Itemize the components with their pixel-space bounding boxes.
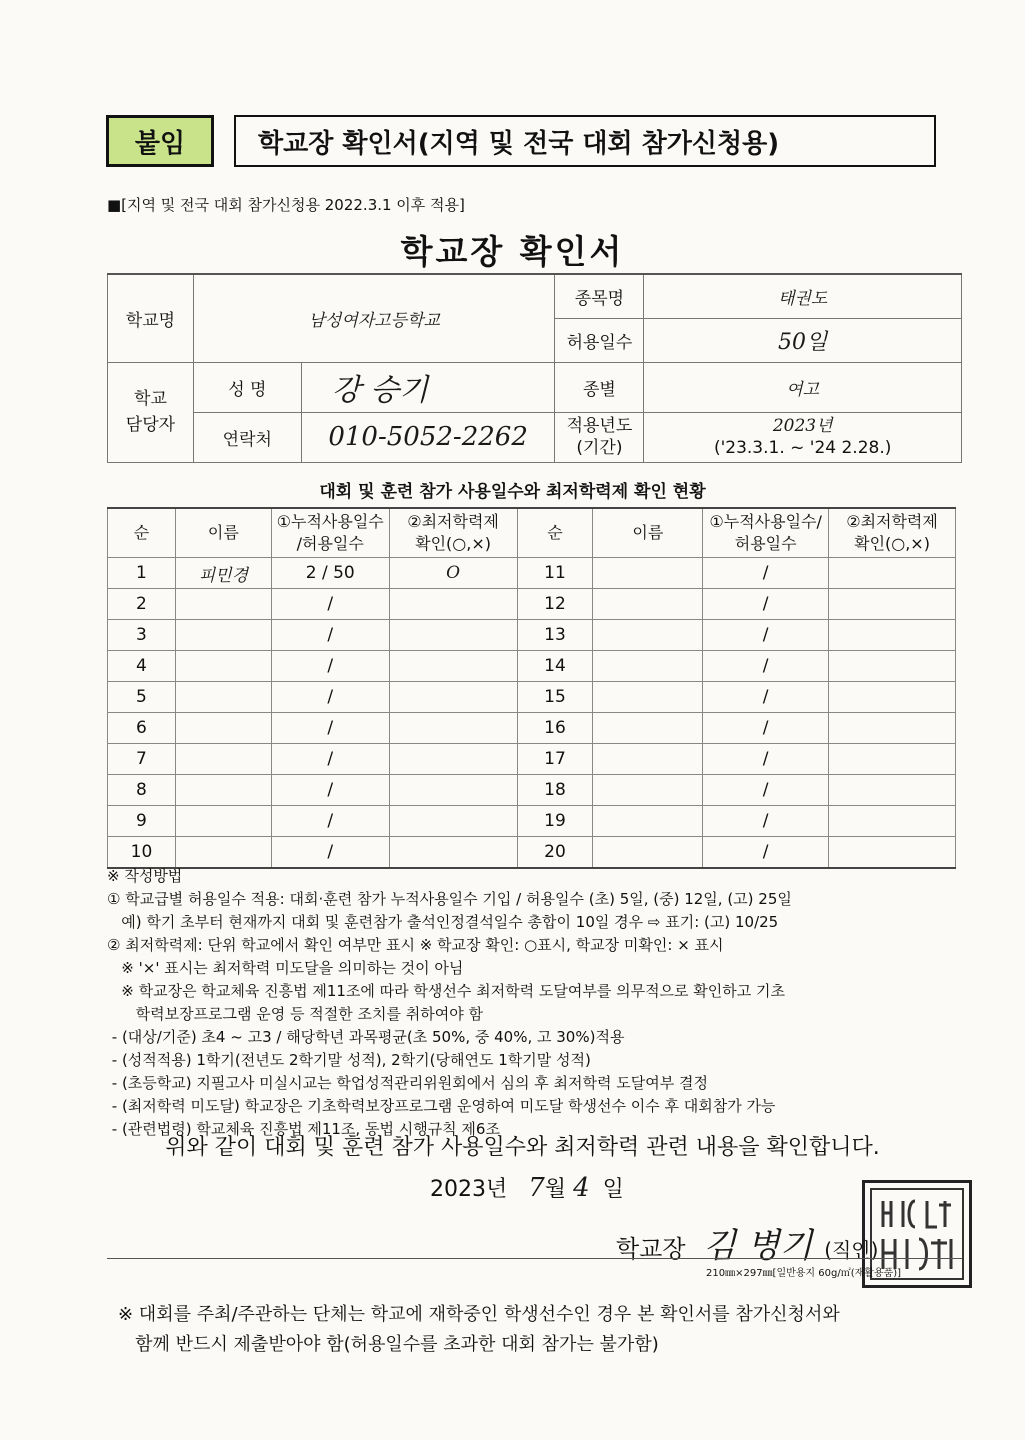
col-days-right xyxy=(703,508,829,558)
col-name-right: 이름 xyxy=(593,508,703,558)
instruction-line: 예) 학기 초부터 현재까지 대회 및 훈련참가 출석인정결석일수 총합이 10일 경우 ⇨ 표기: (고) 10/25 xyxy=(107,913,779,931)
year-label-line2: (기간) xyxy=(576,438,623,458)
category-value: 여고 xyxy=(644,362,962,412)
row-no-right: 20 xyxy=(517,837,593,869)
row-days: / xyxy=(271,620,389,651)
col-name: 이름 xyxy=(175,508,271,558)
table-row xyxy=(108,682,956,713)
date-day: 4 xyxy=(573,1173,590,1203)
row-min-right xyxy=(829,744,956,775)
row-name-right xyxy=(593,775,703,806)
table-header-row xyxy=(108,508,956,558)
instructions xyxy=(107,865,967,1141)
row-no-right: 18 xyxy=(517,775,593,806)
participation-table xyxy=(107,507,956,869)
principal-signature: 김 병기 xyxy=(703,1226,813,1266)
row-min xyxy=(389,713,517,744)
year-value xyxy=(644,412,962,462)
date-day-unit: 일 xyxy=(602,1177,624,1202)
col-days xyxy=(271,508,389,558)
col-min-right-line2: 확인(○,×) xyxy=(854,534,930,553)
confirmation-statement: 위와 같이 대회 및 훈련 참가 사용일수와 최저학력 관련 내용을 확인합니다. xyxy=(165,1135,880,1160)
row-no-right: 13 xyxy=(517,620,593,651)
row-days: / xyxy=(271,682,389,713)
row-no-right: 17 xyxy=(517,744,593,775)
status-title: 대회 및 훈련 참가 사용일수와 최저학력제 확인 현황 xyxy=(319,482,706,502)
row-min-right xyxy=(829,775,956,806)
row-name-right xyxy=(593,837,703,869)
contact-label: 연락처 xyxy=(193,412,301,462)
attachment-badge xyxy=(106,115,214,167)
instruction-line: ① 학교급별 허용일수 적용: 대회·훈련 참가 누적사용일수 기입 / 허용일수 (초) 5일, (중) 12일, (고) 25일 xyxy=(107,890,792,908)
footer-line: 함께 반드시 제출받아야 함(허용일수를 초과한 대회 참가는 불가함) xyxy=(118,1334,659,1355)
year-value-line1: 2023년 xyxy=(772,416,833,436)
row-min xyxy=(389,744,517,775)
date-year: 2023년 xyxy=(430,1177,508,1202)
footer-line: ※ 대회를 주최/주관하는 단체는 학교에 재학중인 학생선수인 경우 본 확인서를 참가신청서와 xyxy=(118,1304,840,1325)
row-no: 3 xyxy=(108,620,176,651)
col-days-line2: /허용일수 xyxy=(296,534,364,553)
year-label xyxy=(555,412,644,462)
row-days: / xyxy=(271,806,389,837)
row-name-right xyxy=(593,744,703,775)
col-days-right-line1: ①누적사용일수/ xyxy=(709,512,822,531)
table-row xyxy=(108,620,956,651)
confirmation-date xyxy=(430,1172,624,1203)
col-no-right: 순 xyxy=(517,508,593,558)
row-days-right: / xyxy=(703,589,829,620)
row-days-right: / xyxy=(703,558,829,589)
table-row xyxy=(108,558,956,589)
year-label-line1: 적용년도 xyxy=(566,416,633,436)
row-no: 10 xyxy=(108,837,176,869)
instruction-line: ※ '×' 표시는 최저학력 미도달을 의미하는 것이 아님 xyxy=(107,959,464,977)
school-name-label: 학교명 xyxy=(108,274,194,362)
instruction-line: - (대상/기준) 초4 ~ 고3 / 해당학년 과목평균(초 50%, 중 40%, 고 30%)적용 xyxy=(107,1028,625,1046)
form-title: 학교장 확인서 xyxy=(400,232,625,271)
row-days-right: / xyxy=(703,682,829,713)
row-name xyxy=(175,620,271,651)
col-no: 순 xyxy=(108,508,176,558)
col-min xyxy=(389,508,517,558)
row-days-right: / xyxy=(703,620,829,651)
table-row xyxy=(108,775,956,806)
row-name xyxy=(175,589,271,620)
row-name xyxy=(175,775,271,806)
row-min xyxy=(389,806,517,837)
row-no: 8 xyxy=(108,775,176,806)
row-days: / xyxy=(271,775,389,806)
row-min-right xyxy=(829,620,956,651)
row-no-right: 16 xyxy=(517,713,593,744)
row-no-right: 19 xyxy=(517,806,593,837)
row-name-right xyxy=(593,620,703,651)
row-min xyxy=(389,682,517,713)
seal-note: (직인) xyxy=(824,1238,879,1262)
row-min-right xyxy=(829,713,956,744)
applicable-note: ■[지역 및 전국 대회 참가신청용 2022.3.1 이후 적용] xyxy=(107,196,465,214)
row-min xyxy=(389,589,517,620)
instruction-line: 학력보장프로그램 운영 등 적절한 조치를 취하여야 함 xyxy=(107,1005,483,1023)
table-row xyxy=(108,806,956,837)
row-name-right xyxy=(593,682,703,713)
header-title-text: 학교장 확인서(지역 및 전국 대회 참가신청용) xyxy=(258,128,780,159)
row-days: / xyxy=(271,837,389,869)
category-label: 종별 xyxy=(555,362,644,412)
date-month: 7 xyxy=(528,1173,545,1203)
table-row xyxy=(108,744,956,775)
manager-name-value: 강 승기 xyxy=(301,362,555,412)
row-no-right: 12 xyxy=(517,589,593,620)
document-header-title xyxy=(234,115,936,167)
manager-name-label: 성 명 xyxy=(193,362,301,412)
row-name-right xyxy=(593,713,703,744)
table-body xyxy=(108,558,956,869)
row-name xyxy=(175,682,271,713)
row-name-right xyxy=(593,651,703,682)
row-name-right xyxy=(593,806,703,837)
instruction-line: ※ 작성방법 xyxy=(107,867,183,885)
row-name: 피민경 xyxy=(175,558,271,589)
row-days: / xyxy=(271,713,389,744)
row-no: 7 xyxy=(108,744,176,775)
row-min: O xyxy=(389,558,517,589)
date-month-unit: 월 xyxy=(544,1177,567,1202)
row-min-right xyxy=(829,682,956,713)
row-name xyxy=(175,806,271,837)
row-min-right xyxy=(829,837,956,869)
row-no-right: 15 xyxy=(517,682,593,713)
instruction-line: - (성적적용) 1학기(전년도 2학기말 성적), 2학기(당해연도 1학기말 성적) xyxy=(107,1051,591,1069)
row-min-right xyxy=(829,651,956,682)
row-min-right xyxy=(829,589,956,620)
row-name xyxy=(175,713,271,744)
row-name-right xyxy=(593,589,703,620)
manager-label: 학교 담당자 xyxy=(108,362,194,462)
school-name-value: 남성여자고등학교 xyxy=(193,274,555,362)
divider xyxy=(107,1258,962,1259)
badge-label: 붙임 xyxy=(134,128,186,159)
instruction-line: - (초등학교) 지필고사 미실시교는 학업성적관리위원회에서 심의 후 최저학력 도달여부 결정 xyxy=(107,1074,708,1092)
row-no: 6 xyxy=(108,713,176,744)
row-no: 4 xyxy=(108,651,176,682)
paper-spec-note: 210㎜×297㎜[일반용지 60g/㎡(재활용품)] xyxy=(706,1268,902,1279)
row-min xyxy=(389,837,517,869)
row-no: 1 xyxy=(108,558,176,589)
year-value-line2: ('23.3.1. ~ '24 2.28.) xyxy=(713,438,892,458)
instruction-line: ※ 학교장은 학교체육 진흥법 제11조에 따라 학생선수 최저학력 도달여부를 의무적으로 확인하고 기초 xyxy=(107,982,786,1000)
row-days: / xyxy=(271,744,389,775)
row-no: 5 xyxy=(108,682,176,713)
table-row xyxy=(108,589,956,620)
allowed-days-value: 50일 xyxy=(644,318,962,362)
row-days-right: / xyxy=(703,651,829,682)
row-days-right: / xyxy=(703,744,829,775)
table-row xyxy=(108,837,956,869)
row-name xyxy=(175,744,271,775)
table-row xyxy=(108,713,956,744)
table-row xyxy=(108,651,956,682)
footer-note xyxy=(118,1300,840,1360)
row-min xyxy=(389,651,517,682)
row-days-right: / xyxy=(703,775,829,806)
row-days: / xyxy=(271,651,389,682)
row-no-right: 14 xyxy=(517,651,593,682)
col-min-line2: 확인(○,×) xyxy=(415,534,491,553)
row-days-right: / xyxy=(703,713,829,744)
col-days-line1: ①누적사용일수 xyxy=(276,512,384,531)
row-days-right: / xyxy=(703,837,829,869)
col-min-right xyxy=(829,508,956,558)
row-no: 2 xyxy=(108,589,176,620)
sport-value: 태권도 xyxy=(644,274,962,318)
row-min-right xyxy=(829,806,956,837)
instruction-line: - (최저학력 미도달) 학교장은 기초학력보장프로그램 운영하여 미도달 학생선수 이수 후 대회참가 가능 xyxy=(107,1097,776,1115)
row-min xyxy=(389,620,517,651)
col-min-line1: ②최저학력제 xyxy=(407,512,499,531)
col-min-right-line1: ②최저학력제 xyxy=(846,512,938,531)
allowed-days-label: 허용일수 xyxy=(555,318,644,362)
row-min-right xyxy=(829,558,956,589)
row-days: 2 / 50 xyxy=(271,558,389,589)
instruction-line: ② 최저학력제: 단위 학교에서 확인 여부만 표시 ※ 학교장 확인: ○표시, 학교장 미확인: × 표시 xyxy=(107,936,724,954)
school-info-table xyxy=(107,273,962,463)
row-no-right: 11 xyxy=(517,558,593,589)
instruction-line: - (관련법령) 학교체육 진흥법 제11조, 동법 시행규칙 제6조 xyxy=(107,1120,500,1138)
row-name-right xyxy=(593,558,703,589)
row-days-right: / xyxy=(703,806,829,837)
row-name xyxy=(175,837,271,869)
principal-signature-line xyxy=(616,1218,878,1267)
principal-label: 학교장 xyxy=(616,1235,686,1263)
contact-value: 010-5052-2262 xyxy=(301,412,555,462)
row-min xyxy=(389,775,517,806)
row-days: / xyxy=(271,589,389,620)
row-name xyxy=(175,651,271,682)
row-no: 9 xyxy=(108,806,176,837)
sport-label: 종목명 xyxy=(555,274,644,318)
col-days-right-line2: 허용일수 xyxy=(734,534,797,553)
